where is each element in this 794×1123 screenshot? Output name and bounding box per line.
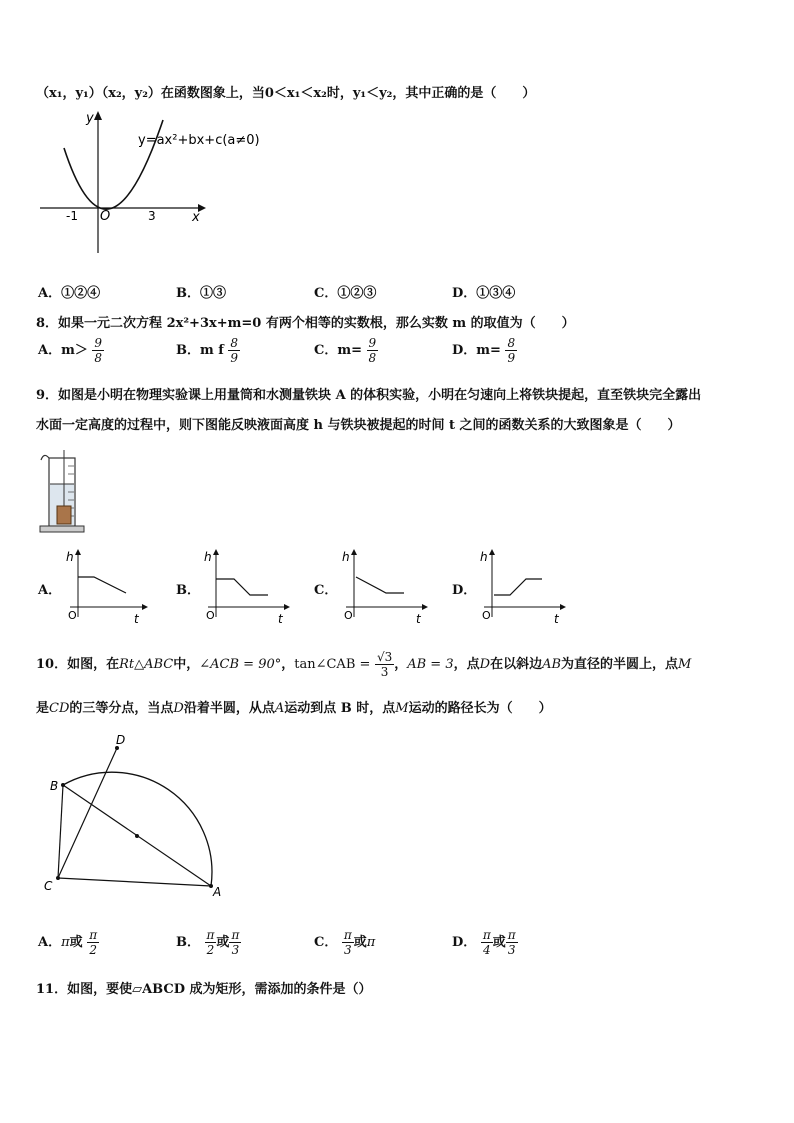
q10-stem-line1: 10．如图，在Rt△ABC中，∠ACB = 90°，tan∠CAB = $\frac{√3}{3}$ ，AB = 3，点D在以斜边AB为直径的半圆上，点M [36, 650, 692, 679]
q9-stem-line1: 9．如图是小明在物理实验课上用量筒和水测量铁块 A 的体积实验，小明在匀速向上将铁块提起，直至铁块完全露出 [36, 388, 702, 403]
q8-option-b[interactable]: B．m f $\frac{8}{9}$ [176, 336, 239, 365]
q8-option-c[interactable]: C．m= $\frac{9}{8}$ [314, 336, 377, 365]
point-c-label: C [44, 879, 53, 893]
root-right-label: 3 [148, 209, 156, 223]
q9-option-c[interactable]: C． [314, 583, 338, 598]
svg-text:h: h [66, 550, 74, 564]
svg-text:O: O [206, 609, 215, 622]
point-d-label: D [116, 733, 126, 747]
q9-graph-b[interactable] [198, 545, 293, 627]
q7-option-b[interactable]: B．①③ [176, 286, 227, 301]
q7-option-d[interactable]: D．①③④ [452, 286, 516, 301]
q10-semicircle-figure [36, 728, 246, 900]
point-a-label: A [213, 885, 222, 899]
svg-text:t: t [278, 612, 283, 626]
svg-text:h: h [342, 550, 350, 564]
q9-graph-c[interactable] [336, 545, 431, 627]
q10-option-a[interactable]: A．π或 $\frac{\pi}{2}$ [38, 928, 98, 957]
svg-text:O: O [68, 609, 77, 622]
q7-option-c[interactable]: C．①②③ [314, 286, 377, 301]
svg-text:t: t [416, 612, 421, 626]
q9-graph-a[interactable] [60, 545, 150, 627]
origin-label: O [100, 209, 111, 224]
root-left-label: -1 [66, 209, 78, 223]
q10-stem-line2: 是CD的三等分点，当点D沿着半圆，从点A运动到点 B 时，点M运动的路径长为（ ） [36, 701, 552, 716]
q8-stem: 8．如果一元二次方程 2x²+3x+m=0 有两个相等的实数根，那么实数 m 的取值为（ ） [36, 316, 575, 331]
q9-option-b[interactable]: B． [176, 583, 200, 598]
svg-text:O: O [344, 609, 353, 622]
q10-option-c[interactable]: C． $\frac{\pi}{3}$ 或π [314, 928, 376, 957]
q11-stem: 11．如图，要使▱ABCD 成为矩形，需添加的条件是（） [36, 982, 372, 997]
svg-text:h: h [204, 550, 212, 564]
q7-parabola-graph [30, 108, 260, 258]
q9-graph-d[interactable] [474, 545, 569, 627]
parabola-equation: y=ax²+bx+c(a≠0) [138, 133, 260, 148]
q7-option-a[interactable]: A．①②④ [38, 286, 101, 301]
svg-text:t: t [554, 612, 559, 626]
svg-text:O: O [482, 609, 491, 622]
y-axis-label: y [86, 111, 94, 126]
svg-text:h: h [480, 550, 488, 564]
q8-option-d[interactable]: D．m= $\frac{8}{9}$ [452, 336, 516, 365]
graduated-cylinder-illustration [36, 448, 86, 536]
q9-option-a[interactable]: A． [38, 583, 62, 598]
q9-stem-line2: 水面一定高度的过程中，则下图能反映液面高度 h 与铁块被提起的时间 t 之间的函数关系的大致图象是（ ） [36, 418, 681, 433]
q7-stem: （x₁，y₁）（x₂，y₂）在函数图象上，当0＜x₁＜x₂时，y₁＜y₂，其中正确的是（ ） [36, 86, 536, 101]
q10-option-d[interactable]: D． $\frac{\pi}{4}$ 或 $\frac{\pi}{3}$ [452, 928, 516, 957]
x-axis-label: x [192, 210, 200, 225]
q8-option-a[interactable]: A．m＞ $\frac{9}{8}$ [38, 336, 103, 365]
q9-option-d[interactable]: D． [452, 583, 477, 598]
q10-option-b[interactable]: B． $\frac{\pi}{2}$ 或 $\frac{\pi}{3}$ [176, 928, 240, 957]
point-b-label: B [50, 779, 59, 793]
svg-text:t: t [134, 612, 139, 626]
